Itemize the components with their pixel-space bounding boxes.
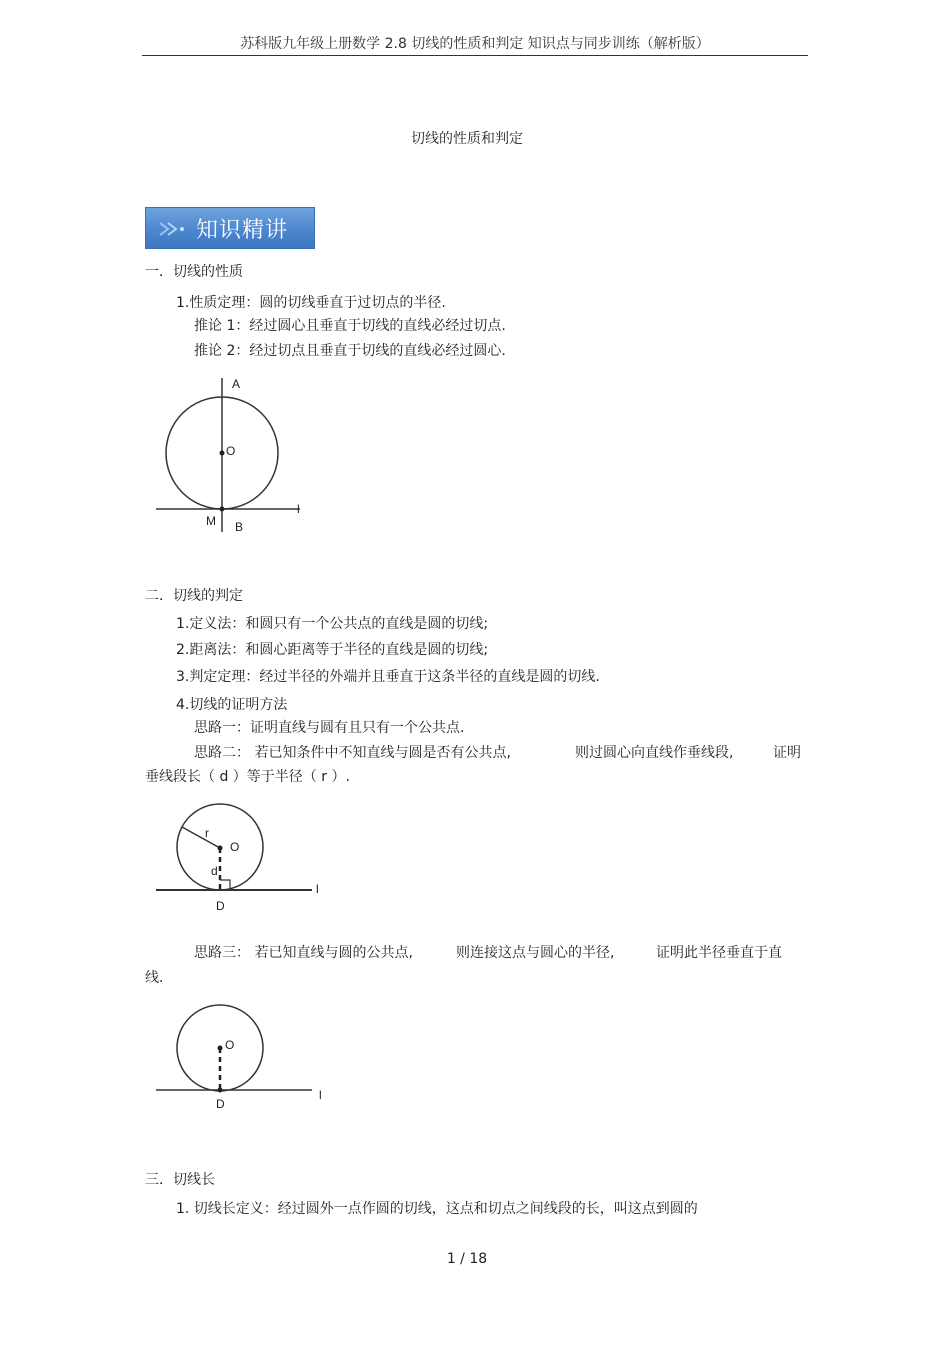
section1-corollary2: 推论 2：经过切点且垂直于切线的直线必经过圆心. (194, 343, 506, 359)
label-b: B (235, 520, 244, 534)
section2-idea2-line2: 垂线段长（ d ）等于半径（ r ）. (145, 769, 350, 785)
section3-heading: 三．切线长 (145, 1172, 215, 1188)
header-rule (142, 55, 808, 56)
label-d-lower: d (211, 864, 218, 878)
section2-item4: 4.切线的证明方法 (176, 697, 288, 713)
section2-heading: 二．切线的判定 (145, 588, 243, 604)
tangent-property-figure (150, 372, 320, 537)
section2-item3: 3.判定定理：经过半径的外端并且垂直于这条半径的直线是圆的切线. (176, 669, 600, 685)
section2-idea3-b: 则连接这点与圆心的半径, (456, 945, 615, 961)
label-l: l (297, 502, 300, 516)
label-o: O (225, 1038, 235, 1052)
radius-line (182, 827, 220, 848)
label-r: r (205, 826, 209, 840)
center-point (218, 846, 223, 851)
section2-idea3-c: 证明此半径垂直于直 (656, 945, 782, 961)
radius-method-figure (150, 1000, 335, 1115)
section1-heading: 一．切线的性质 (145, 264, 243, 280)
banner-label: 知识精讲 (196, 218, 289, 243)
label-o: O (230, 840, 240, 854)
section2-item1: 1.定义法：和圆只有一个公共点的直线是圆的切线; (176, 616, 489, 632)
section-banner (145, 207, 315, 249)
distance-method-figure (150, 800, 335, 918)
center-point (220, 451, 225, 456)
tangent-point (218, 1088, 223, 1093)
banner-arrows-icon (158, 219, 188, 239)
section2-idea2-c: 证明 (773, 745, 801, 761)
section2-idea3-a: 思路三： 若已知直线与圆的公共点, (194, 945, 413, 961)
page-number: 1 / 18 (446, 1251, 488, 1267)
document-title: 切线的性质和判定 (411, 131, 523, 147)
section3-item1: 1. 切线长定义：经过圆外一点作圆的切线，这点和切点之间线段的长，叫这点到圆的 (176, 1201, 698, 1217)
section1-theorem: 1.性质定理：圆的切线垂直于过切点的半径. (176, 295, 446, 311)
page-header: 苏科版九年级上册数学 2.8 切线的性质和判定 知识点与同步训练（解析版） (240, 36, 710, 52)
tangent-point (220, 507, 225, 512)
center-point (218, 1046, 223, 1051)
label-m: M (206, 514, 216, 528)
label-l: l (316, 882, 319, 896)
section1-corollary1: 推论 1：经过圆心且垂直于切线的直线必经过切点. (194, 318, 506, 334)
label-d-upper: D (216, 899, 225, 913)
section2-idea2-b: 则过圆心向直线作垂线段, (575, 745, 734, 761)
label-d: D (216, 1097, 225, 1111)
section2-idea1: 思路一：证明直线与圆有且只有一个公共点. (194, 720, 465, 736)
label-l: l (319, 1088, 322, 1102)
section2-item2: 2.距离法：和圆心距离等于半径的直线是圆的切线; (176, 642, 489, 658)
section2-idea3-line2: 线. (145, 970, 164, 986)
section2-idea2-a: 思路二： 若已知条件中不知直线与圆是否有公共点, (194, 745, 511, 761)
label-o: O (226, 444, 236, 458)
label-a: A (232, 377, 241, 391)
